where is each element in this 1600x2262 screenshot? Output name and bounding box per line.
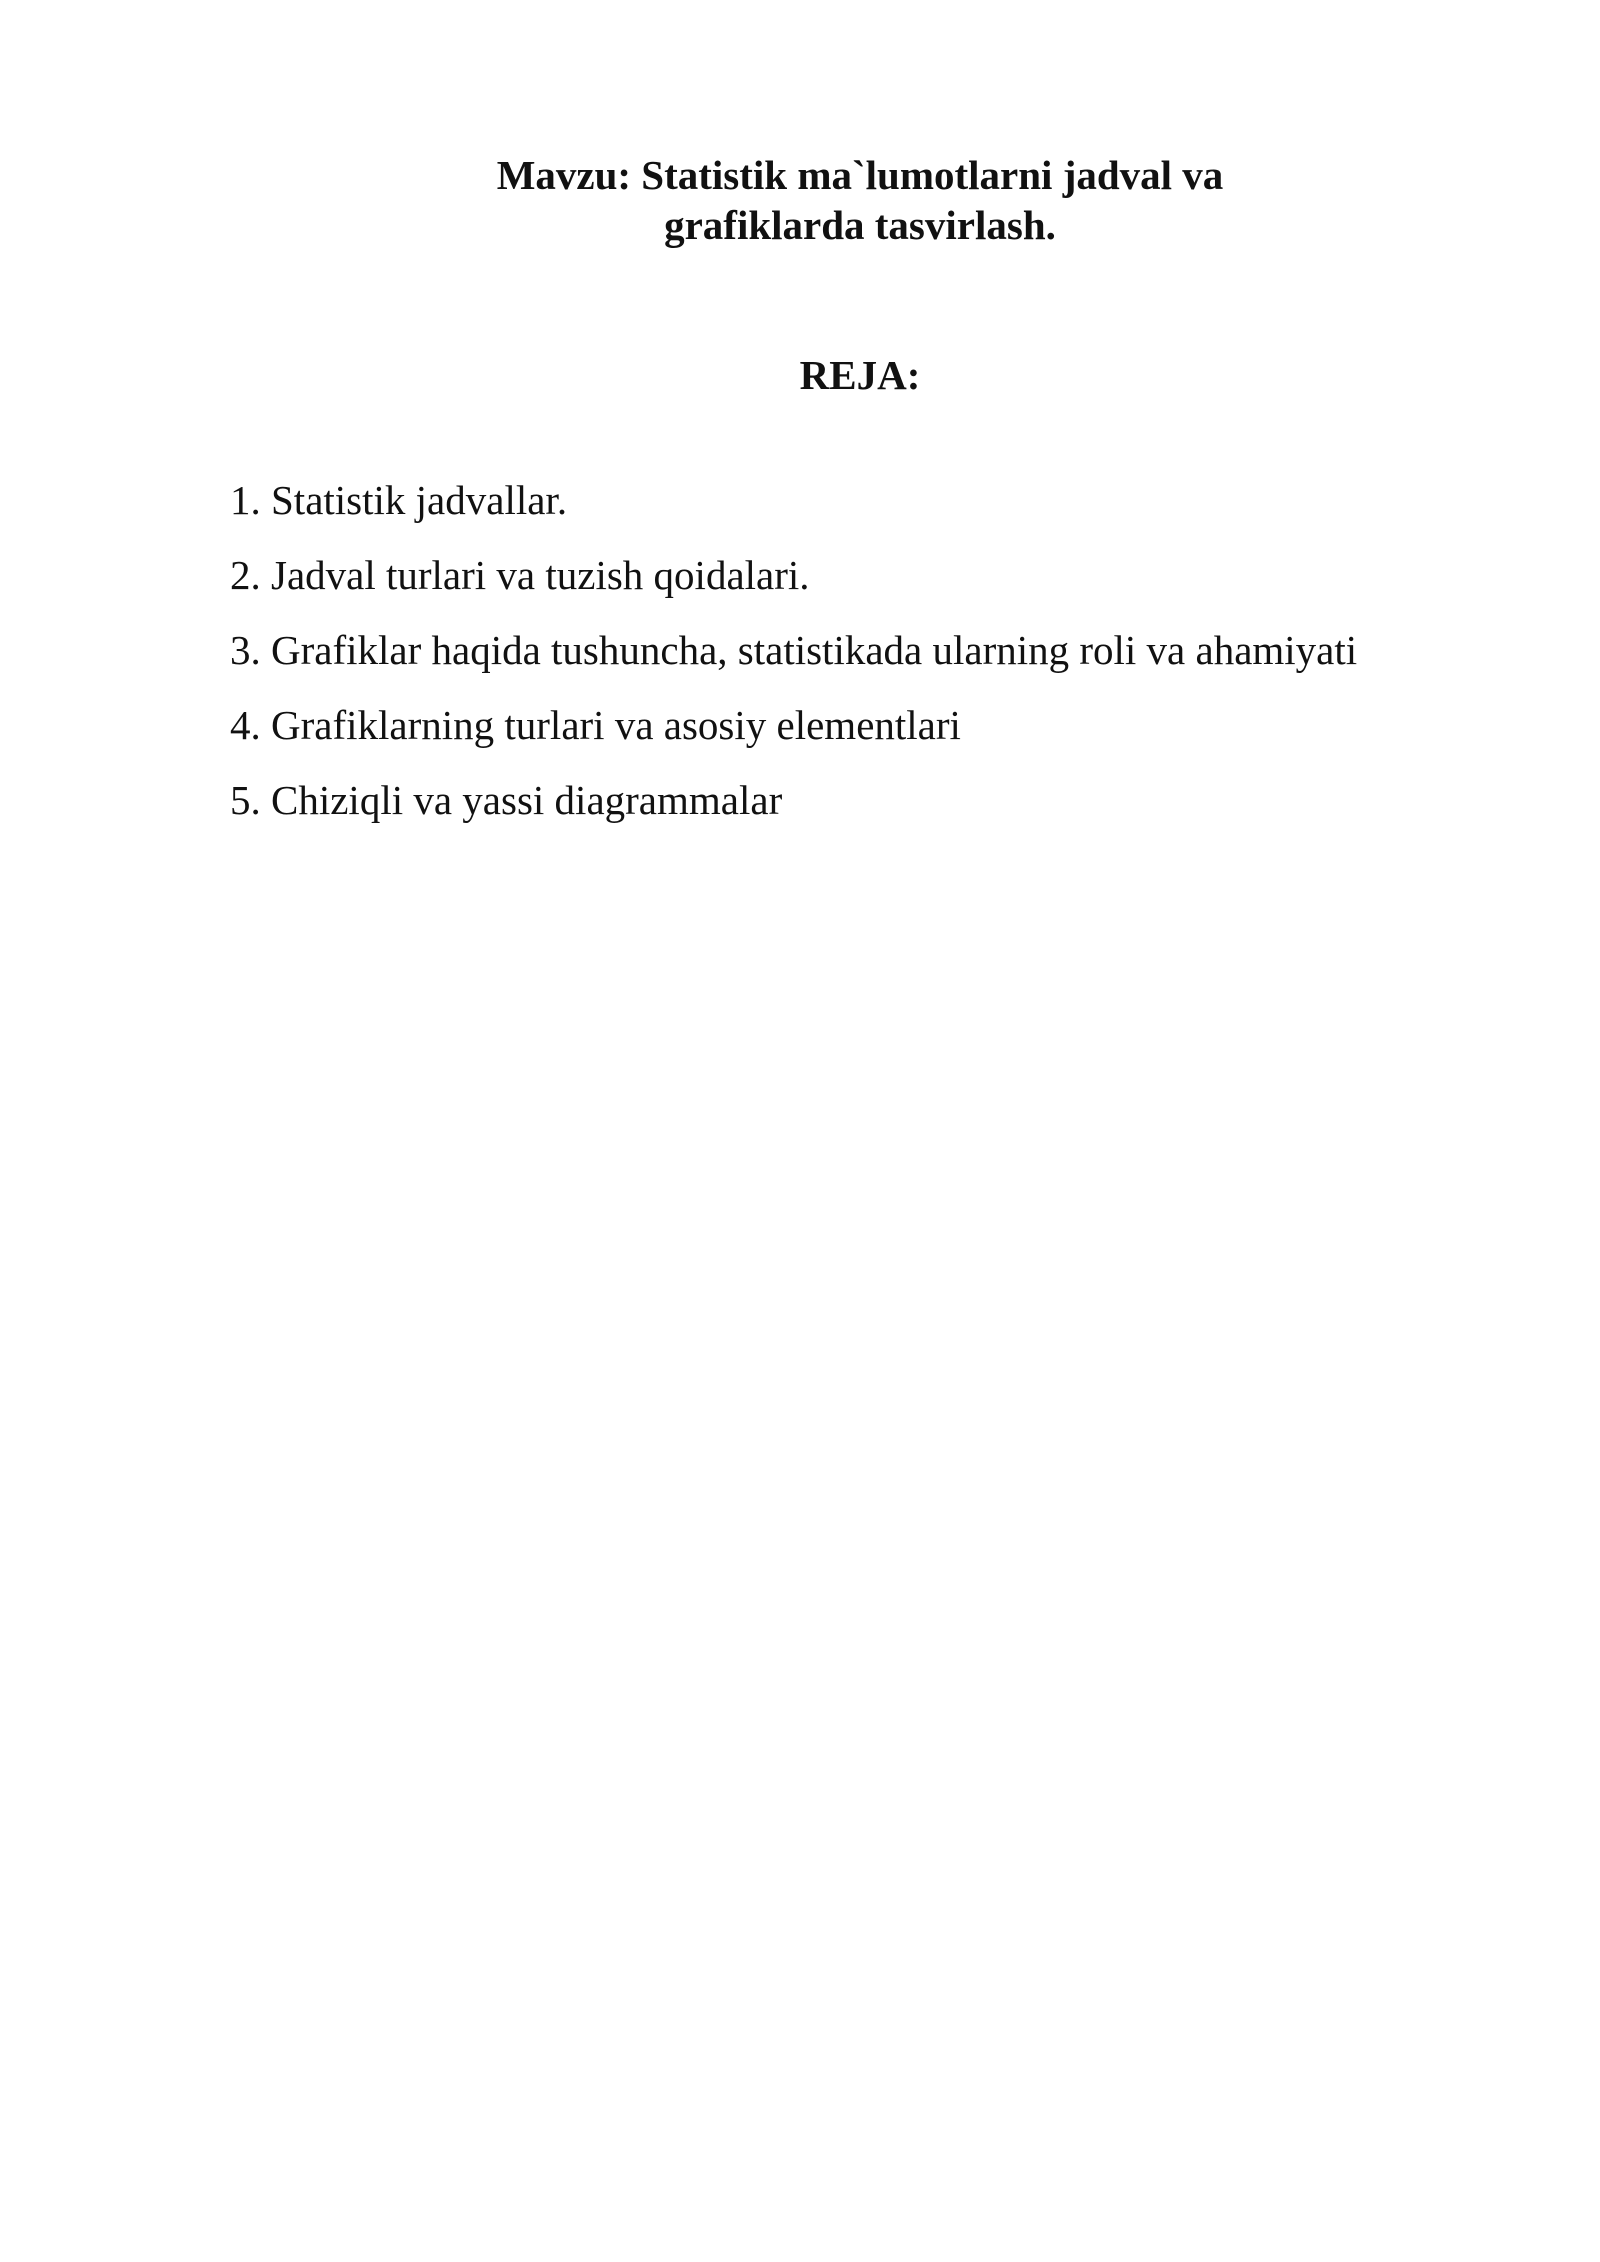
plan-item: 1. Statistik jadvallar. (230, 477, 568, 523)
plan-item: 5. Chiziqli va yassi diagrammalar (230, 777, 783, 823)
plan-item: 4. Grafiklarning turlari va asosiy elementlari (230, 702, 961, 748)
plan-heading: REJA: (799, 352, 921, 398)
plan-item: 3. Grafiklar haqida tushuncha, statistikada ularning roli va ahamiyati (230, 627, 1358, 673)
title-line-1: Mavzu: Statistik ma`lumotlarni jadval va (496, 152, 1224, 198)
document-title (400, 150, 1320, 250)
plan-list (230, 475, 1530, 850)
plan-item: 2. Jadval turlari va tuzish qoidalari. (230, 552, 810, 598)
title-line-2: grafiklarda tasvirlash. (664, 202, 1056, 248)
